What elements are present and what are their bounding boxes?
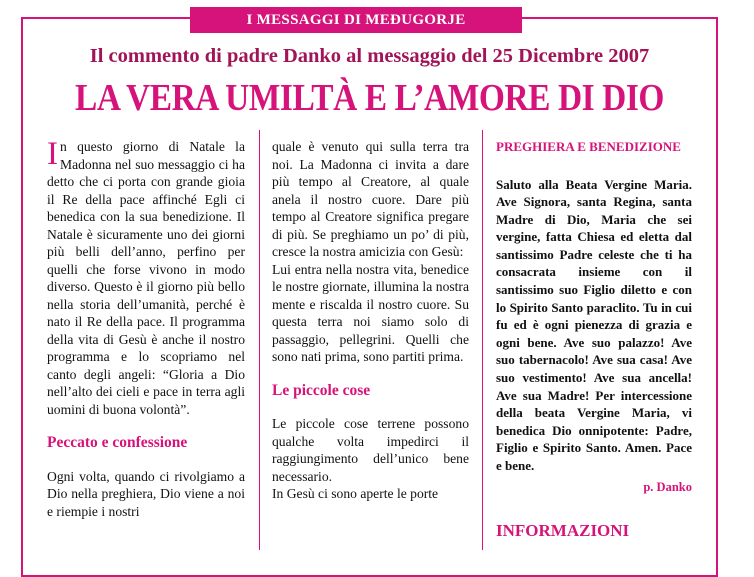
col2-paragraph-4: In Gesù ci sono aperte le porte xyxy=(272,486,439,501)
col1-paragraph-2: Ogni volta, quando ci rivolgiamo a Dio nella preghiera, Dio viene a noi e riempie i nostri xyxy=(47,468,245,519)
article-title: LA VERA UMILTÀ E L’AMORE DI DIO xyxy=(74,77,665,119)
col2-paragraph-2: Lui entra nella nostra vita, benedice le nostre giornate, illumina la nostra mente e riscalda il nostro cuore. Su questa terra noi siamo solo di passaggio, pellegrini. Quelli che sono nati prima, sono partiti prima. xyxy=(272,261,469,364)
column-divider-2 xyxy=(482,130,483,550)
heading-preghiera-benedizione: PREGHIERA E BENEDIZIONE xyxy=(496,139,681,154)
column-2 xyxy=(272,138,469,503)
column-divider-1 xyxy=(259,130,260,550)
signature: p. Danko xyxy=(643,479,692,494)
heading-peccato-confessione: Peccato e confessione xyxy=(47,434,188,451)
column-1 xyxy=(47,138,245,520)
dropcap: I xyxy=(47,136,58,172)
col2-paragraph-1: quale è venuto qui sulla terra tra noi. La Madonna ci invita a dare più tempo al Creatore, al quale anela il nostro cuore. Dare più tempo al Creatore significa pregare di più. Se preghiamo un po’ di più, cresce la nostra amicizia con Gesù: xyxy=(272,139,469,259)
col1-paragraph-1 xyxy=(47,138,245,418)
heading-informazioni: INFORMAZIONI xyxy=(496,521,630,541)
prayer-text: Saluto alla Beata Vergine Maria. Ave Signora, santa Regina, santa Madre di Dio, Maria che sei vergine, fatta Chiesa ed eletta dal santissimo Padre celeste che ti ha consacrata insieme con il santissimo suo Figlio diletto e con lo Spirito Santo paraclito. Tu in cui fu ed è ogni pienezza di grazia e ogni bene. Ave suo palazzo! Ave suo tabernacolo! Ave sua casa! Ave suo vestimento! Ave sua ancella! Ave sua Madre! Per intercessione della beata Vergine Maria, vi benedica Dio onnipotente: Padre, Figlio e Spirito Santo. Amen. Pace e bene. xyxy=(496,176,692,473)
column-3 xyxy=(496,138,692,540)
article-subtitle: Il commento di padre Danko al messaggio del 25 Dicembre 2007 xyxy=(89,45,650,67)
col1-paragraph-1-text: n questo giorno di Natale la Madonna nel suo messaggio ci ha detto che ci porta con grande gioia il Re della pace affinché Egli ci benedica con la sua benedizione. Il Natale è sicuramente uno dei giorni più belli dell’anno, perfino per quelli che forse vivono in modo diverso. Questo è il giorno più bello nella storia dell’umanità, perché è nato il Re della pace. Il programma della vita di Gesù è anche il nostro programma e lo scopriamo nel canto degli angeli: “Gloria a Dio nell’alto dei cieli e pace in terra agli uomini di buona volontà”. xyxy=(47,139,245,417)
col2-paragraph-3: Le piccole cose terrene possono qualche volta impedirci il raggiungimento dell’unico bene necessario. xyxy=(272,416,469,484)
section-banner: I MESSAGGI DI MEÐUGORJE xyxy=(190,7,522,33)
heading-piccole-cose: Le piccole cose xyxy=(272,381,371,399)
